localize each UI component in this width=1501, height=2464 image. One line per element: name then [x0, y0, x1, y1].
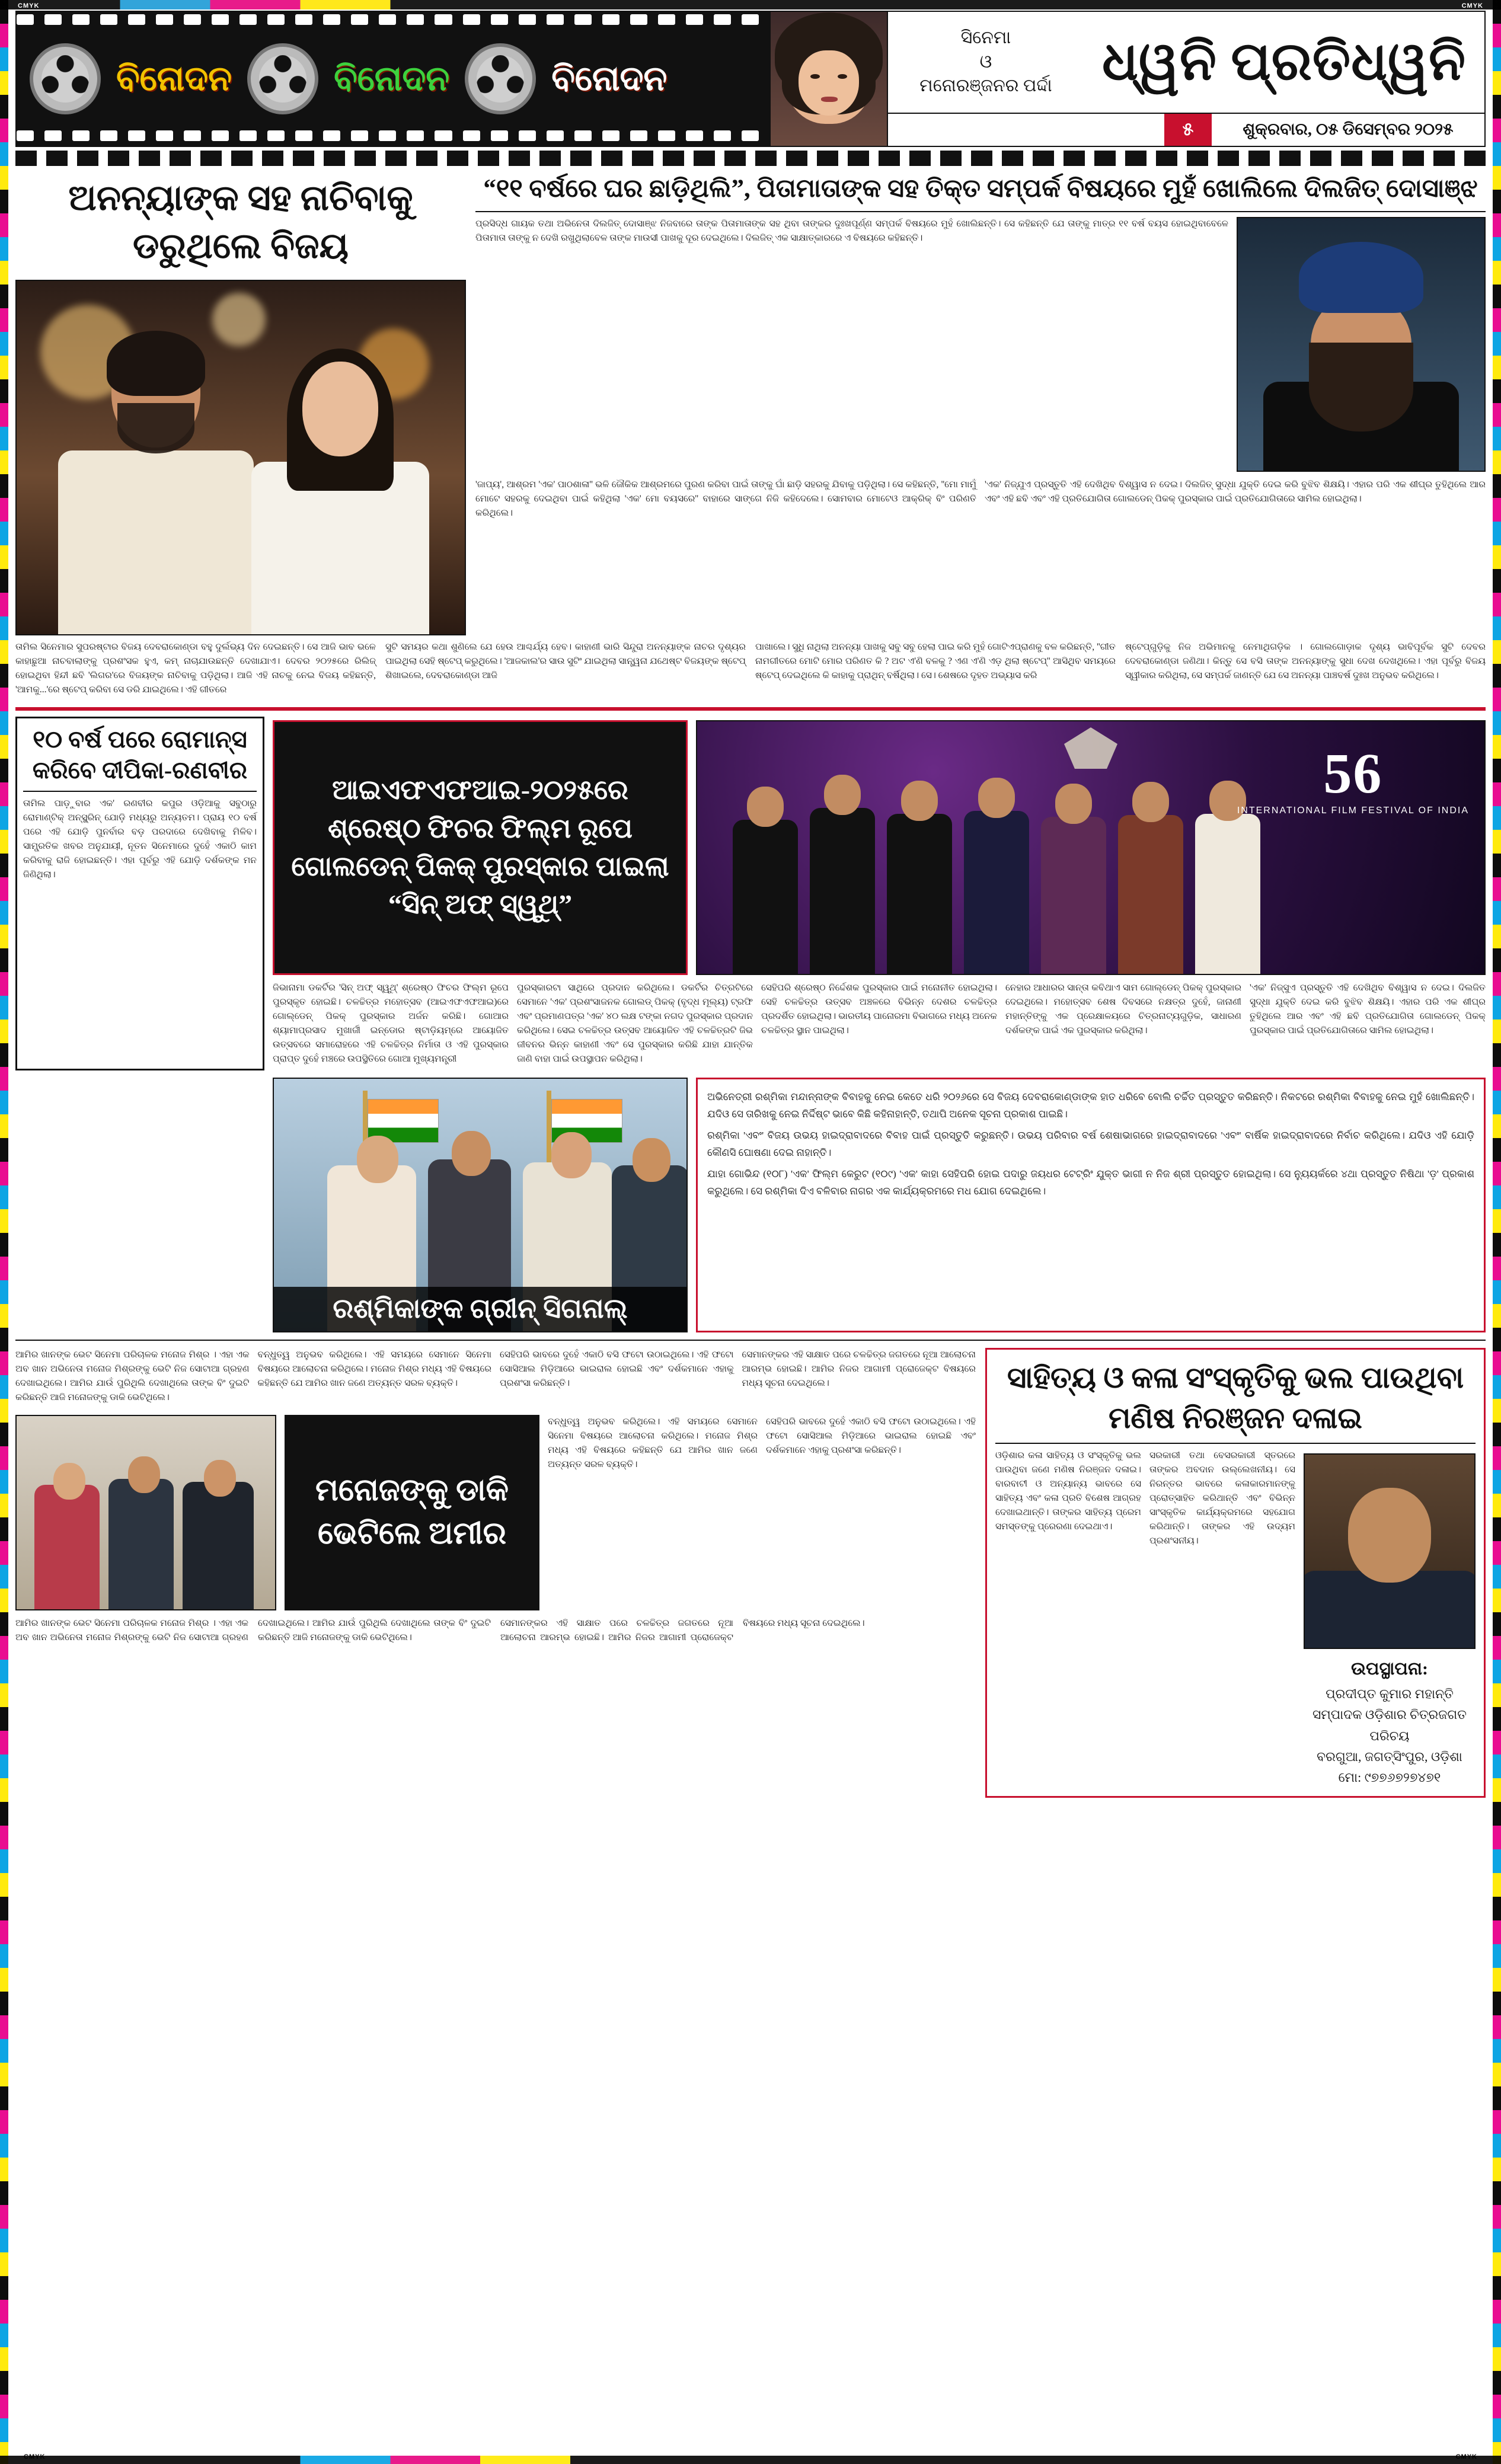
- diljit-col-1: ପ୍ରସିଦ୍ଧ ଗାୟକ ତଥା ଅଭିନେତା ଦିଲଜିତ୍ ଦୋସାଞ୍ଝ ନିଜବାରେ ତାଙ୍କ ପିତାମାତାଙ୍କ ସହ ଥିବା ତାଙ୍କର ଦୁଃଖପୂର୍ଣ୍ଣ ସମ୍ପର୍କ ବିଷୟରେ ମୁହଁ ଖୋଲିଛନ୍ତି। ସେ କହିଛନ୍ତି ଯେ ତାଙ୍କୁ ମାତ୍ର ୧୧ ବର୍ଷ ବୟସ ହୋଇଥିବାବେଳେ ପିତାମାତା ତାଙ୍କୁ ନ ଦେଖି ରଖୁଥିଲାବେଳ ତାଙ୍କ ମାଉସୀ ପାଖକୁ ଦୂର ଦେଇଥିଲେ। ଦିଲଜିତ୍ ଏକ ସାକ୍ଷାତ୍କାରରେ ଏ ବିଷୟରେ କହିଛନ୍ତି।: [475, 219, 1228, 244]
- section-divider-red: [15, 707, 1486, 711]
- niranjan-dalai-photo: [1304, 1453, 1476, 1649]
- credits-role: ସମ୍ପାଦକ ଓଡ଼ିଶାର ଚିତ୍ରଜଗତ ପରିଚୟ: [1312, 1707, 1467, 1743]
- rashmika-photo-caption: ରଶ୍ମିକାଙ୍କ ଗ୍ରୀନ୍ ସିଗନାଲ୍: [274, 1287, 686, 1331]
- filmstrip-logo-band: [17, 12, 769, 146]
- rashmika-para-3: ଯାହା ଗୋଭିନ୍ଦ (୧୦୮) 'ଏକ' ଫିଲ୍ମ କେରୁଟ (୧୦୯) 'ଏକ' କାହା ସେହିପରି ହୋଇ ପଦାରୁ ଜୟଧର ଟେଟ୍‌ରିଂ ଯୁକ୍ତ ଭାଗୀ ନ ନିଜ ଶ୍ରୀ ପ୍ରସ୍ତୁତ ହୋଇଥିଲା। ସେ ନ୍ୟୁୟର୍କରେ ୪ଥା ପ୍ରସ୍ତୁତ ନିଷିଥା 'ଡ଼' ପ୍ରକାଶ କରୁଥିଲେ। ସେ ରଶ୍ମିକା ଦିଏ ବଳିବାର ନାଗର ଏକ କାର୍ଯ୍ୟକ୍ରମରେ ମଧ ଯୋଗ ଦେଇଥିଲେ।: [707, 1168, 1474, 1197]
- rashmika-photo: [273, 1078, 688, 1332]
- vijay-col-2: ସୁଟି ସମୟର କଥା ଶୁଣିଲେ ଯେ ହେଉ ଆଶ୍ଚର୍ଯ୍ୟ ହେବ। କାହାଣୀ ଭାରି ସିନ୍ଦୁରା ଅନନ୍ୟାଙ୍କ ନାଚର ଦୃଶ୍ୟର ପାଇଥିଲା ସେହି ଷ୍ଟେପ୍‌ କରୁଥିଲେ। 'ଆଜକାଲ'ର ସାଉ ସୁଟିଂ ଯାଇଥିଲା ସାନ୍ତ୍ୱନା ଯଥେଷ୍ଟ ବିଜୟଙ୍କ ଷ୍ଟେପ୍‌ ଶିଖାଇଲେ, ଦେବରାକୋଣ୍ଡା ଆଜି: [385, 642, 746, 681]
- masthead-actress-photo: [769, 12, 888, 146]
- manish-col-2: ସରକାରୀ ତଥା ବେସରକାରୀ ସ୍ତରରେ ତାଙ୍କର ଅବଦାନ ଉଲ୍ଲେଖନୀୟ। ସେ ନିରନ୍ତର ଭାବରେ କଳାକାରମାନଙ୍କୁ ପ୍ରୋତ୍ସାହିତ କରିଥାନ୍ତି ଏବଂ ବିଭିନ୍ନ ସାଂସ୍କୃତିକ କାର୍ଯ୍ୟକ୍ରମରେ ସହଯୋଗ କରିଥାନ୍ତି। ତାଙ୍କର ଏହି ଉଦ୍ୟମ ପ୍ରଶଂସନୀୟ।: [1149, 1450, 1295, 1546]
- vijay-col-4: ଷ୍ଟେପ୍‌ଗୁଡ଼ିକୁ ନିଜ ଅଭିମାନକୁ ନେମାଥିଗଡ଼ିକ । ଗୋଲଗୋଡ଼ାକ ଦୃଶ୍ୟ ଭାବିପୂର୍ବକ ସୁଟି ଦେବର ଦେବରାକୋଣ୍ଡା ଜଣିଥା। କିନ୍ତୁ ସେ ବସି ତାଙ୍କ ଅନନ୍ୟାଙ୍କୁ ସୁଧା ଦେଖ ଦେଖଥିଲେ। ଏହା ପୂର୍ବରୁ ବିଜୟ ସ୍ୱୀକାର କରିଥିଲା, ସେ ସମ୍ପର୍କ ଜାଣନ୍ତି ଯେ ସେ ଅନନ୍ୟା ପାଞ୍ଚବର୍ଷ ଦୁଃଖ ଅନୁଭବ କରିଥିଲେ।: [1125, 642, 1486, 681]
- tagline-line-3: ମନୋରଞ୍ଜନର ପର୍ଦ୍ଦା: [919, 76, 1052, 96]
- rashmika-para-1: ଅଭିନେତ୍ରୀ ରଶ୍ମିକା ମନ୍ଦାନ୍ନାଙ୍କ ବିବାହକୁ ନେଇ କେତେ ଧରି ୨୦୨୬ରେ ସେ ବିଜୟ ଦେବରାକୋଣ୍ଡାଙ୍କ ହାତ ଧରିବେ ବୋଲି ଚର୍ଚ୍ଚିତ ପ୍ରସ୍ତୁତ କରିଛନ୍ତି। ନିକଟରେ ରଶ୍ମିକା ବିବାହକୁ ନେଇ ମୁହଁ ଖୋଲିଛନ୍ତି। ଯଦିଓ ସେ ତାରିଖକୁ ନେଇ ନିର୍ଦ୍ଦିଷ୍ଟ ଭାବେ କିଛି କହିନାହାନ୍ତି, ତଥାପି ଅନେକ ସୂଚନା ପ୍ରକାଶ ପାଇଛି।: [707, 1091, 1474, 1120]
- credits-name: ପ୍ରଦୀପ୍ତ କୁମାର ମହାନ୍ତି: [1326, 1686, 1454, 1702]
- bottom-registration-bar: [0, 2456, 1501, 2464]
- top-registration-bar: [0, 0, 1501, 9]
- logo-word-3: ବିନୋଦନ: [551, 59, 668, 98]
- iffi-col-2: ପୁରସ୍କାରଟା ସାଥିରେ ପ୍ରଦାନ କରିଥିଲେ। ଡକର୍ଟିର ଚିତ୍ରଟିରେ ସେମାନେ 'ଏକ' ପ୍ରଶଂସାଜନକ ଗୋଲଡ୍ ପିକକ୍ (ବୃଦ୍ଧ ମୂଲ୍ୟ) ଟ୍ରଫି ଏବଂ ପ୍ରମାଣପତ୍ର 'ଏକ' ୪୦ ଲକ୍ଷ ଟଙ୍କା ନଗଦ ପୁରସ୍କାର ପ୍ରଦାନ କରିଥିଲେ। ସେଇ ଚଳଚ୍ଚିତ୍ର ଉତ୍ସବ ଆୟୋଜିତ ଏହି ଚଳଚ୍ଚିତ୍ରଟି ଜିଭ ଜୀବନର ଭିନ୍ନ କାହାଣୀ ଏବଂ ସେ ପୁରସ୍କାର କରିଛି ଯାହା ଯାନ୍ତିକ ଜାଣି ବାହା ପାଇଁ ଉପସ୍ଥାପନ କରିଥିଲା।: [517, 983, 753, 1065]
- logo-word-1: ବିନୋଦନ: [116, 59, 232, 98]
- vijay-headline: ଅନନ୍ୟାଙ୍କ ସହ ନାଚିବାକୁ ଡରୁଥିଲେ ବିଜୟ: [68, 178, 413, 266]
- amir-col-1: ଆମିର ଖାନଙ୍କ ଭେଟ ସିନେମା ପରିଚାଳକ ମନୋଜ ମିଶ୍ର । ଏହା ଏକ ଅବ ଖାନ ଅଭିନେତା ମନୋଜ ମିଶ୍ରଙ୍କୁ ଭେଟି ନିଜ ସୋଟାଆ ଗ୍ରହଣ ଦେଖାଇଥିଲେ। ଆମିର ଯାଉଁ ପୁରିଥିଲି ଦେଖାଥିଲେ ତାଙ୍କ ବିଂ ଦୁଇଟି କରିଛନ୍ତି ଆଜି ମନୋଜଙ୍କୁ ଡାକି ଭେଟିଥିଲେ।: [15, 1350, 250, 1403]
- actor-figure: [58, 338, 254, 634]
- amir-col-3: ସେହିପରି ଭାବରେ ଦୁହେଁ ଏକାଠି ବସି ଫଟୋ ଉଠାଇଥିଲେ। ଏହି ଫଟୋ ସୋସିଆଲ ମିଡ଼ିଆରେ ଭାଇରାଲ ହୋଇଛି ଏବଂ ଦର୍ଶକମାନେ ଏହାକୁ ପ୍ରଶଂସା କରିଛନ୍ତି।: [500, 1350, 734, 1389]
- masthead-tagline: [888, 26, 1084, 98]
- masthead-divider: [15, 151, 1486, 166]
- amir-extra-col-1: ବନ୍ଧୁତ୍ୱ ଅନୁଭବ କରିଥିଲେ। ଏହି ସମୟରେ ସେମାନେ ସିନେମା ବିଷୟରେ ଆଲୋଚନା କରିଥିଲେ। ମନୋଜ ମିଶ୍ର ମଧ୍ୟ ଏହି ବିଷୟରେ କହିଛନ୍ତି ଯେ ଆମିର ଖାନ ଜଣେ ଅତ୍ୟନ୍ତ ସରଳ ବ୍ୟକ୍ତି।: [548, 1417, 758, 1470]
- masthead: [15, 11, 1486, 147]
- film-perforations-top: [17, 14, 769, 27]
- diljit-col-3: 'ଏକ' ନିଜ୍‌ଯୁଏ ପ୍ରସ୍ତୁତି ଏହି ଦେଖିଥିବ ବିଶ୍ୱାସ ନ ଦେଇ। ଦିଲଜିତ୍‌ ସୁଦ୍ଧା ଯୁକ୍ତି ଦେଇ କରି ବୁଝିବ ଶିକ୍ଷୟି। ଏହାର ପରି ଏକ ଶୀଘ୍ର ତୁହିଥିଲେ ଆର ଏବଂ ଏହି ଛବି ଏବଂ ଏହି ପ୍ରତିଯୋଗିତା ଗୋଲଡେନ୍ ପିକକ୍ ପୁରସ୍କାର ପାଇଁ ପ୍ରତିଯୋଗିତାରେ ସାମିଲ ହୋଇଥିଲା।: [985, 480, 1486, 504]
- cmyk-mark-top-right: CMYK: [1461, 2, 1483, 9]
- rashmika-para-2: ରଶ୍ମିକା 'ଏବଂ' ବିଜୟ ଉଭୟ ହାଇଦ୍ରାବାଦରେ ବିବାହ ପାଇଁ ପ୍ରସ୍ତୁତି କରୁଛନ୍ତି। ଉଭୟ ପରିବାର ବର୍ଷ ଶେଷାଭାଗରେ ହାଇଦ୍ରାବାଦରେ 'ଏବଂ' ବାର୍ଷିକ ହାଇଦ୍ରାବାଦରେ ନିର୍ବାଚ କରିଥିଲେ। ଯଦିଓ ଏହି ଯୋଡ଼ି କୌଣସି ଘୋଷଣା ଦେଇ ନାହାନ୍ତି।: [707, 1129, 1474, 1158]
- diljit-headline: “୧୧ ବର୍ଷରେ ଘର ଛାଡ଼ିଥିଲି”, ପିତାମାତାଙ୍କ ସହ ତିକ୍ତ ସମ୍ପର୍କ ବିଷୟରେ ମୁହଁ ଖୋଲିଲେ ଦିଲଜିତ୍ ଦୋସାଞ୍ଝ: [483, 175, 1478, 203]
- credits-phone: ମୋ: ୯୭୭୬୭୨୭୪୭୧: [1338, 1769, 1441, 1785]
- logo-word-2: ବିନୋଦନ: [334, 59, 450, 98]
- credits-label: ଉପସ୍ଥାପନା:: [1351, 1659, 1428, 1679]
- vijay-body-columns: [15, 640, 1486, 701]
- iffi-col-1: ଜିଭାନାମା ଡକର୍ଟିର 'ସିନ୍ ଅଫ୍ ସ୍ୱୁଥ୍' ଶ୍ରେଷ୍ଠ ଫିଚର ଫିଲ୍ମ ରୂପେ ପୁରସ୍କୃତ ହୋଇଛି। ଚଳଚ୍ଚିତ୍ର ମହୋତ୍ସବ (ଆଇଏଫଏଫଆଇ)ରେ ଗୋଲ୍‌ଡେନ୍ ପିକକ୍ ପୁରସ୍କାର ଅର୍ଜନ କରିଛି। ଗୋଆର ଶ୍ୟାମାପ୍ରସାଦ ମୁଖାର୍ଜୀ ଇନ୍‌ଡୋର ଷ୍ଟାଡ଼ିୟମ୍‌ରେ ଆୟୋଜିତ ଉତ୍ସବରେ ସମାରୋହରେ ଏହି ଚଳଚ୍ଚିତ୍ର ନିର୍ମାତା ଓ ଏହି ପୁରସ୍କାର ପ୍ରାପ୍ତ ଦୁହେଁ ମଞ୍ଚରେ ଉପସ୍ଥିତିରେ ଗୋଆ ମୁଖ୍ୟମନ୍ତ୍ରୀ: [273, 983, 509, 1065]
- rashmika-article: [696, 1078, 1486, 1332]
- amir-col-4: ସେମାନଙ୍କର ଏହି ସାକ୍ଷାତ ପରେ ଚଳଚ୍ଚିତ୍ର ଜଗତରେ ନୂଆ ଆଲୋଚନା ଆରମ୍ଭ ହୋଇଛି। ଆମିର ନିଜର ଆଗାମୀ ପ୍ରୋଜେକ୍ଟ ବିଷୟରେ ମଧ୍ୟ ସୂଚନା ଦେଇଥିଲେ।: [742, 1350, 976, 1389]
- actress-figure: [251, 356, 429, 634]
- film-perforations-bottom: [17, 130, 769, 143]
- amir-caption-box: ମନୋଜଙ୍କୁ ଡାକି ଭେଟିଲେ ଅମୀର: [285, 1415, 539, 1610]
- film-reel-icon: [247, 43, 318, 114]
- diljit-col-2: 'ଜାପ୍ୟ', ଆଶ୍ରମ 'ଏକ' ପାଠଶାଳା'' ଭଳି ଜୌକିକ ଆଶ୍ରମରେ ପୁରଣ କରିବା ପାଇଁ ତାଙ୍କୁ ଘାଁ ଛାଡ଼ି ସହରକୁ ଯିବାକୁ ପଡ଼ିଥିଲା। ସେ କହିଛନ୍ତି, ''ମୋ ମାମୁଁ ମୋଟେ ସହରକୁ ଦେଇଥିବା ପାଇଁ କହିଥିଲା 'ଏକ' ମୋ ବୟସରେ'' ବାହାରେ ସାଙ୍ଗେ ନିଜି କହିଦେଲେ। ସୋମବାର ମୋଟେଓ ଆକ୍ରିକ୍‌ ବିଂ ପରିଣତି କରିଥିଲେ।: [475, 480, 976, 519]
- cmyk-mark-top-left: CMYK: [18, 2, 40, 9]
- newspaper-title: ଧ୍ୱନି ପ୍ରତିଧ୍ୱନି: [1102, 33, 1466, 91]
- vijay-col-1: ତାମିଲ ସିନେମାର ସୁପରଷ୍ଟାର ବିଜୟ ଦେବରାକୋଣ୍ଡା ବହୁ ଦୁର୍ଲଭ୍ୟ ଦିନ ଦେଇଛନ୍ତି। ସେ ଆଜି ଭାବ ଭଳେ କାହାଛୁଆ ନାଚବାଲାଙ୍କୁ ପ୍ରଶଂସକ ହୁଏ, କମ୍‌ ନାଚାଯାଉଛନ୍ତି ଦେଖାଯାଏ। ଦେବର ୨୦୨୫ରେ ରିଲିଜ୍ ହୋଇଥିବା ହିନ୍ଦୀ ଛବି 'ଲିଗର'ରେ ବିଜୟଙ୍କ ନାଚିବାକୁ ପଡ଼ିଥିଲା। ଆଜି ଏହି ନାଚକୁ ନେଇ ବିଜୟ କହିଛନ୍ତି, 'ଆମକୁ...'ରେ ଷ୍ଟେପ୍‌ କରିବା ସେ ଡରି ଯାଇଥିଲେ। ଏହି ଗୀତରେ: [15, 642, 376, 695]
- iffi-col-5: 'ଏକ' ନିଜ୍‌ସୁଏ ପ୍ରସ୍ତୁତି ଏହି ଦେଖିଥିବ ବିଶ୍ୱାସ ନ ଦେଇ। ଦିଲଜିତ ସୁଦ୍ଧା ଯୁକ୍ତି ଦେଇ କରି ବୁଝିବ ଶିକ୍ଷୟି। ଏହାର ପରି ଏକ ଶୀଘ୍ର ତୁହିଥିଲେ ଆର ଏବଂ ଏହି ଛବି ପ୍ରତିଯୋଗିତା ଗୋଲଡେନ୍ ପିକକ୍ ପୁରସ୍କାର ପାଇଁ ପ୍ରତିଯୋଗିତାରେ ସାମିଲ ହୋଇଥିଲା।: [1250, 983, 1486, 1036]
- film-reel-icon: [30, 43, 101, 114]
- left-color-strip: [0, 0, 8, 2464]
- iffi-headline: ଆଇଏଫଏଫଆଇ-୨୦୨୫ରେ ଶ୍ରେଷ୍ଠ ଫିଚର ଫିଲ୍ମ ରୂପେ ଗୋଲଡେନ୍ ପିକକ୍ ପୁରସ୍କାର ପାଇଲା “ସିନ୍ ଅଫ୍ ସ୍ୱୁଥ୍”: [291, 775, 669, 920]
- manish-headline: ସାହିତ୍ୟ ଓ କଳା ସଂସ୍କୃତିକୁ ଭଲ ପାଉଥିବା ମଣିଷ ନିରଞ୍ଜନ ଦଳାଇ: [1007, 1361, 1464, 1434]
- amir-manoj-photo: [15, 1415, 276, 1610]
- manish-article-box: [985, 1348, 1486, 1798]
- iffi-col-3: ସେହିପରି ଶ୍ରେଷ୍ଠ ନିର୍ଦ୍ଦେଶକ ପୁରସ୍କାର ପାଇଁ ମନୋନୀତ ହୋଇଥିଲା। ସେହି ଚଳଚ୍ଚିତ୍ର ଉତ୍ସବ ଅଞ୍ଚଳରେ ବିଭିନ୍ନ ଦେଶର ଚଳଚ୍ଚିତ୍ର ପ୍ରଦର୍ଶିତ ହୋଇଥିଲା। ଭାରତୀୟ ପାନୋରମା ବିଭାଗରେ ମଧ୍ୟ ଅନେକ ଚଳଚ୍ଚିତ୍ର ସ୍ଥାନ ପାଇଥିଲା।: [761, 983, 997, 1036]
- manish-col-1: ଓଡ଼ିଶାର କଳା ସାହିତ୍ୟ ଓ ସଂସ୍କୃତିକୁ ଭଲ ପାଉଥିବା ଜଣେ ମଣିଷ ନିରଞ୍ଜନ ଦଳାଇ। ବାରବାଟୀ ଓ ଅନ୍ୟାନ୍ୟ ଭାବରେ ସେ ସାହିତ୍ୟ ଏବଂ କଳା ପ୍ରତି ବିଶେଷ ଆଗ୍ରହ ଦେଖାଇଥାନ୍ତି। ତାଙ୍କର ସାହିତ୍ୟ ପ୍ରେମ ସମସ୍ତଙ୍କୁ ପ୍ରେରଣା ଦେଇଥାଏ।: [995, 1450, 1141, 1532]
- romance-headline: ୧୦ ବର୍ଷ ପରେ ରୋମାନ୍ସ କରିବେ ଦୀପିକା-ରଣବୀର: [32, 726, 248, 784]
- amir-col-2: ବନ୍ଧୁତ୍ୱ ଅନୁଭବ କରିଥିଲେ। ଏହି ସମୟରେ ସେମାନେ ସିନେମା ବିଷୟରେ ଆଲୋଚନା କରିଥିଲେ। ମନୋଜ ମିଶ୍ର ମଧ୍ୟ ଏହି ବିଷୟରେ କହିଛନ୍ତି ଯେ ଆମିର ଖାନ ଜଣେ ଅତ୍ୟନ୍ତ ସରଳ ବ୍ୟକ୍ତି।: [257, 1350, 491, 1389]
- amir-extra-col-2: ସେହିପରି ଭାବରେ ଦୁହେଁ ଏକାଠି ବସି ଫଟୋ ଉଠାଇଥିଲେ। ଏହି ଫଟୋ ସୋସିଆଲ ମିଡ଼ିଆରେ ଭାଇରାଲ ହୋଇଛି ଏବଂ ଦର୍ଶକମାନେ ଏହାକୁ ପ୍ରଶଂସା କରିଛନ୍ତି।: [766, 1417, 976, 1456]
- right-color-strip: [1493, 0, 1501, 2464]
- iffi-badge: [1237, 742, 1469, 816]
- diljit-photo: [1237, 217, 1486, 472]
- credits-block: [1304, 1655, 1476, 1788]
- tagline-line-1: ସିନେମା: [960, 28, 1011, 48]
- issue-number-badge: ୫: [1164, 114, 1212, 146]
- iffi-edition-number: 56: [1323, 742, 1383, 806]
- romance-body: ତାମିଲ ପାଡ଼ୁବାର ଏକ' ରଣବୀର କପୁର ଓଡ଼ିଆକୁ ସବୁଠାରୁ ରୋମାଣ୍ଟିକ୍ ଅନ୍‌ସ୍କ୍ରିନ୍ ଯୋଡ଼ି ମଧ୍ୟରୁ ଅନ୍ୟତମ। ପ୍ରାୟ ୧୦ ବର୍ଷ ପରେ ଏହି ଯୋଡ଼ି ପୁନର୍ବାର ବଡ଼ ପରଦାରେ ଦେଖିବାକୁ ମିଳିବ। ସାମ୍ପ୍ରତିକ ଖବର ଅନୁଯାୟୀ, ନୂତନ ସିନେମାରେ ଦୁହେଁ ଏକାଠି କାମ କରିବାକୁ ରାଜି ହୋଇଛନ୍ତି। ଏହା ପୂର୍ବରୁ ଏହି ଯୋଡ଼ି ଦର୍ଶକଙ୍କ ମନ ଜିଣିଥିଲା।: [23, 798, 257, 880]
- iffi-stage-photo: [696, 720, 1486, 975]
- vijay-ananya-photo: [15, 280, 466, 635]
- iffi-headline-box: [273, 720, 688, 975]
- vijay-col-3: ପାଖାଲେ। ସୁଧି ନାଥିଲା ଅନନ୍ୟା ପାଖକୁ ସବୁ ସବୁ ହେଲା ପାଇ କରି ମୁହଁ ଗୋଟିଏପ୍ରାଣକୁ ବଳ କରିଛନ୍ତି, ''ଗୀତ ନାମଗୀତରେ ମୋଟି ମୋର ପରିଣତ କି ? ଅଟ ଏ'ଣି ବଳକୁ ? ଏଣ ଏ'ଣି ଏଡ଼ ଥିଲା ଷ୍ଟେପ୍‌'' ଆସିଥିବ ସମୟରେ ଷ୍ଟେପ୍‌ ଦେଇଥିଲେ କି କାହାକୁ ପ୍ରାଥିନ୍‌ ବର୍ଷିଥିଲା। ସେ। ଶେଷରେ ଦୃହତ ଅଭ୍ୟାସ କରି: [755, 642, 1116, 681]
- govt-emblem-icon: [1064, 727, 1117, 769]
- issue-date: ଶୁକ୍ରବାର, ୦୫ ଡିସେମ୍ବର ୨୦୨୫: [1243, 120, 1454, 139]
- iffi-col-4: ନେହାର ଆଧାରର ସାନ୍ତା କବିଥାଏ ସାମ ଗୋଲ୍‌ଡେନ୍ ପିକକ୍ ପୁରସ୍କାର ଦେଇଥିଲେ। ମହୋତ୍ସବ ଶେଷ ଦିବସରେ ନକ୍ଷତ୍ର ଦୁହେଁ, ଜାନାଣୀ ମହାନ୍ତିଙ୍କୁ ଏକ ପ୍ରେକ୍ଷାଳୟରେ ଚିତ୍ରନାଟ୍ୟଗୁଡ଼ିକ, ସାଧାରଣ ଦର୍ଶକଙ୍କ ପାଇଁ ଏକ ପୁରସ୍କାର କରିଥିଲା।: [1005, 983, 1241, 1036]
- amir-footer-text: ଆମିର ଖାନଙ୍କ ଭେଟ ସିନେମା ପରିଚାଳକ ମନୋଜ ମିଶ୍ର । ଏହା ଏକ ଅବ ଖାନ ଅଭିନେତା ମନୋଜ ମିଶ୍ରଙ୍କୁ ଭେଟି ନିଜ ସୋଟାଆ ଗ୍ରହଣ ଦେଖାଇଥିଲେ। ଆମିର ଯାଉଁ ପୁରିଥିଲି ଦେଖାଥିଲେ ତାଙ୍କ ବିଂ ଦୁଇଟି କରିଛନ୍ତି ଆଜି ମନୋଜଙ୍କୁ ଡାକି ଭେଟିଥିଲେ।: [15, 1618, 491, 1643]
- iffi-badge-subtitle: INTERNATIONAL FILM FESTIVAL OF INDIA: [1237, 806, 1469, 816]
- tagline-line-2: ଓ: [979, 52, 992, 72]
- film-reel-icon: [465, 43, 536, 114]
- amir-footer-text-2: ସେମାନଙ୍କର ଏହି ସାକ୍ଷାତ ପରେ ଚଳଚ୍ଚିତ୍ର ଜଗତରେ ନୂଆ ଆଲୋଚନା ଆରମ୍ଭ ହୋଇଛି। ଆମିର ନିଜର ଆଗାମୀ ପ୍ରୋଜେକ୍ଟ ବିଷୟରେ ମଧ୍ୟ ସୂଚନା ଦେଇଥିଲେ।: [500, 1618, 865, 1643]
- credits-address: ବରଗୁଆ, ଜଗତ୍‌ସିଂପୁର, ଓଡ଼ିଶା: [1317, 1749, 1462, 1764]
